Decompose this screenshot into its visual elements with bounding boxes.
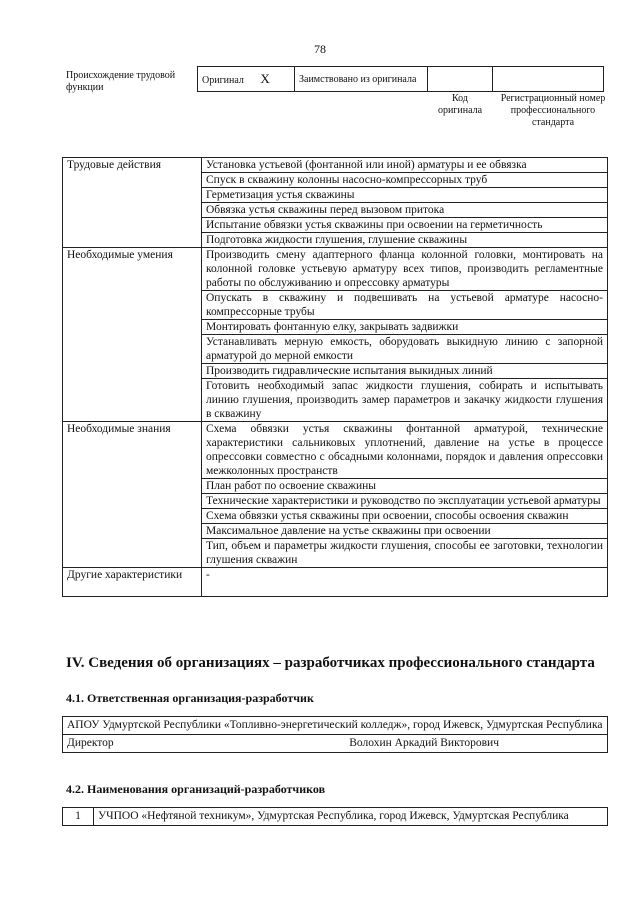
knowledge-item: План работ по освоение скважины — [202, 479, 608, 494]
origin-table — [197, 66, 604, 92]
table-row — [63, 422, 608, 479]
labor-action-item: Испытание обвязки устья скважины при освоении на герметичность — [202, 218, 608, 233]
origin-reg-cell — [493, 67, 604, 92]
skill-item: Производить смену адаптерного фланца колонной головки, монтировать на колонной головке устьевую арматуру всех типов, производить регламентные работы по обслуживанию и опрессовку арматуры — [202, 248, 608, 291]
table-row — [63, 808, 608, 826]
labor-action-item: Герметизация устья скважины — [202, 188, 608, 203]
skill-item: Производить гидравлические испытания выкидных линий — [202, 364, 608, 379]
origin-original-label: Оригинал — [202, 74, 244, 86]
knowledge-item: Схема обвязки устья скважины фонтанной арматурой, технические характеристики сальниковых уплотнений, давление на устье в процессе опрессовки совместно с обсадными колоннами, порядок и давления опрессовки межколонных пространств — [202, 422, 608, 479]
knowledge-item: Технические характеристики и руководство по эксплуатации устьевой арматуры — [202, 494, 608, 509]
page-number: 78 — [314, 42, 326, 56]
reg-label: Регистрационный номер профессионального стандарта — [500, 93, 606, 128]
other-label: Другие характеристики — [63, 568, 202, 597]
table-row — [63, 568, 608, 597]
origin-mark: X — [260, 70, 270, 86]
director-position: Директор — [67, 737, 114, 749]
responsible-org-table — [62, 716, 608, 753]
skill-item: Опускать в скважину и подвешивать на устьевой арматуре насосно-компрессорные трубы — [202, 291, 608, 320]
skill-item: Монтировать фонтанную елку, закрывать задвижки — [202, 320, 608, 335]
knowledge-item: Тип, объем и параметры жидкости глушения, способы ее заготовки, технологии глушения скважин — [202, 539, 608, 568]
director-row — [63, 735, 608, 753]
skill-item: Устанавливать мерную емкость, оборудовать выкидную линию с запорной арматурой до мерной емкости — [202, 335, 608, 364]
subsection-title-responsible: 4.1. Ответственная организация-разработчик — [66, 691, 314, 705]
labor-actions-label: Трудовые действия — [63, 158, 202, 248]
origin-label: Происхождение трудовой функции — [66, 70, 176, 93]
origin-code-cell — [428, 67, 493, 92]
labor-action-item: Установка устьевой (фонтанной или иной) арматуры и ее обвязка — [202, 158, 608, 173]
other-value: - — [202, 568, 608, 597]
labor-action-item: Подготовка жидкости глушения, глушение скважины — [202, 233, 608, 248]
skill-item: Готовить необходимый запас жидкости глушения, собирать и испытывать линию глушения, производить замер параметров и закачку жидкости глушения в скважину — [202, 379, 608, 422]
origin-borrowed-cell: Заимствовано из оригинала — [295, 67, 428, 92]
table-row — [63, 248, 608, 291]
code-label: Код оригинала — [437, 93, 483, 116]
skills-label: Необходимые умения — [63, 248, 202, 422]
responsible-org-name: АПОУ Удмуртской Республики «Топливно-энергетический колледж», город Ижевск, Удмуртская Республика — [63, 717, 608, 735]
developers-table — [62, 807, 608, 826]
table-row — [63, 158, 608, 173]
developer-number: 1 — [63, 808, 94, 826]
developer-name: УЧПОО «Нефтяной техникум», Удмуртская Республика, город Ижевск, Удмуртская Республика — [94, 808, 608, 826]
labor-action-item: Спуск в скважину колонны насосно-компрессорных труб — [202, 173, 608, 188]
director-name: Волохин Аркадий Викторович — [349, 737, 499, 749]
subsection-title-developers: 4.2. Наименования организаций-разработчиков — [66, 782, 326, 796]
labor-action-item: Обвязка устья скважины перед вызовом притока — [202, 203, 608, 218]
knowledge-item: Максимальное давление на устье скважины при освоении — [202, 524, 608, 539]
knowledge-item: Схема обвязки устья скважины при освоении, способы освоения скважин — [202, 509, 608, 524]
function-table — [62, 157, 608, 597]
origin-original-cell — [198, 67, 295, 92]
knowledge-label: Необходимые знания — [63, 422, 202, 568]
section-title: IV. Сведения об организациях – разработчиках профессионального стандарта — [66, 655, 595, 671]
